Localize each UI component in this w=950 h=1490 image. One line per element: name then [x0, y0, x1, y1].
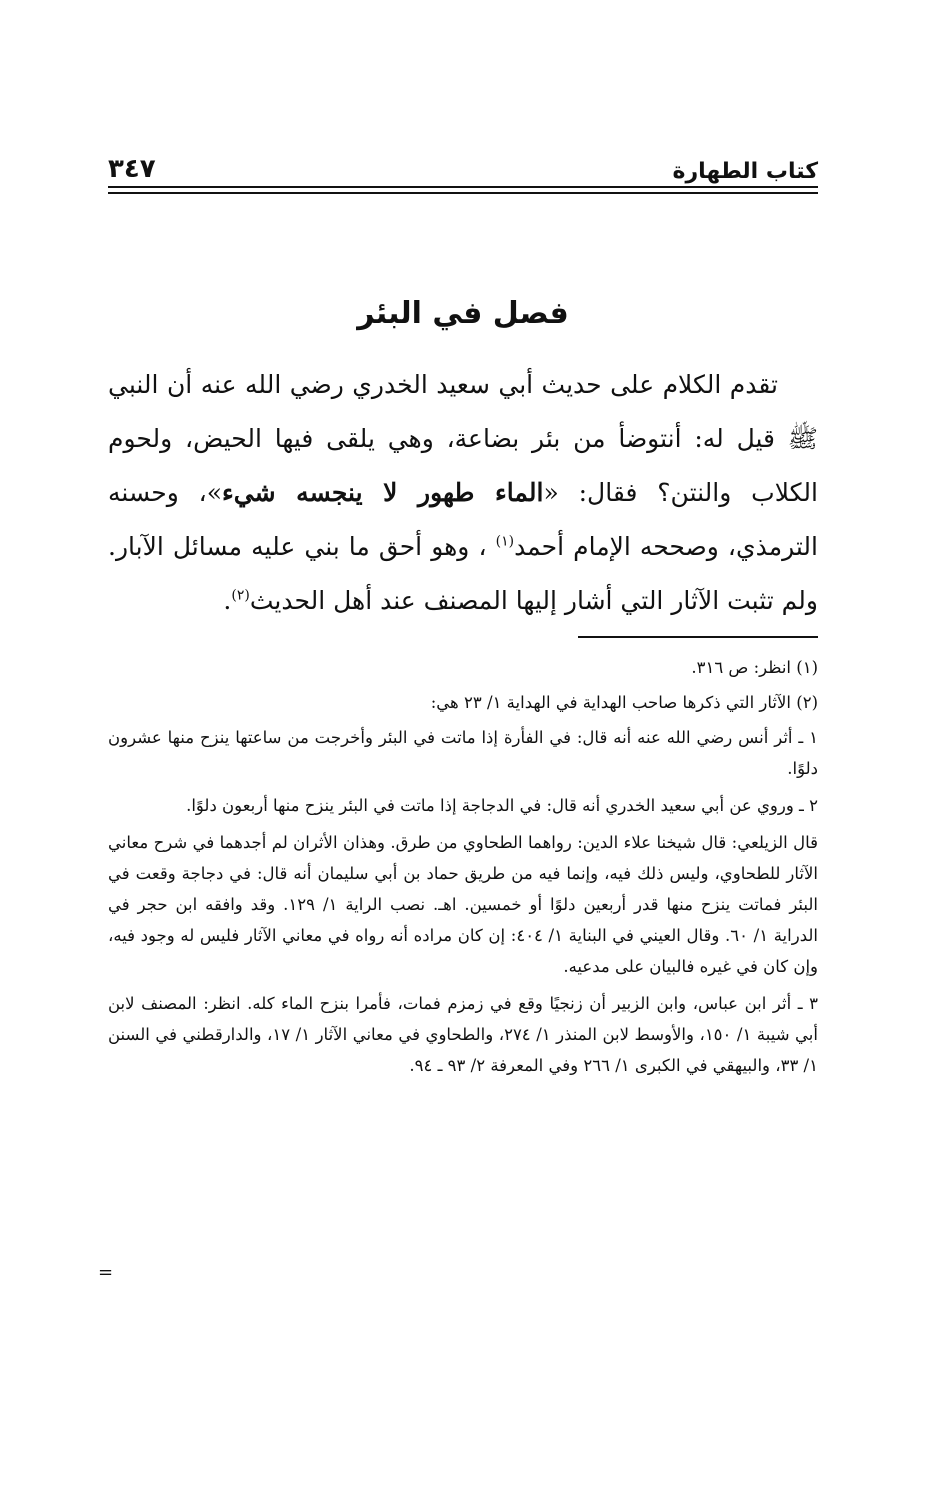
section-title: فصل في البئر — [357, 296, 569, 331]
body-paragraph — [108, 358, 818, 628]
header-double-rule — [108, 186, 818, 196]
footnote-2-item-2: ٢ ـ وروي عن أبي سعيد الخدري أنه قال: في الدجاجة إذا ماتت في البئر ينزح منها أربعون دلوًا. — [186, 796, 818, 815]
hadith-quote: الماء طهور لا ينجسه شيء — [222, 478, 544, 507]
footnote-separator — [578, 636, 818, 638]
footnote-ref-2: (٢) — [231, 587, 250, 604]
footnote-2-zaylai: قال الزيلعي: قال شيخنا علاء الدين: رواهما الطحاوي من طرق. وهذان الأثران لم أجدهما في شرح معاني الآثار للطحاوي، وليس ذلك فيه، وإنما فيه من طريق حماد بن أبي سليمان أنه قال: في دجاجة وقعت في البئر فماتت ينزح منها قدر أربعين دلوًا أو خمسين. اهـ. نصب الراية ١/ ١٢٩. وقد وافقه ابن حجر في الدراية ١/ ٦٠. وقال العيني في البناية ١/ ٤٠٤: إن كان مراده أنه رواه في معاني الآثار فليس له وجود فيه، وإن كان في غيره فالبيان على مدعيه. — [108, 833, 818, 976]
body-text-part-1: تقدم الكلام على حديث أبي سعيد الخدري رضي الله عنه أن النبي ﷺ قيل له: أنتوضأ من بئر بضاعة، وهي يلقى فيها الحيض، ولحوم الكلاب والنتن؟ فقال: « — [108, 370, 818, 507]
body-text-part-3: ، وهو أحق ما بني عليه مسائل الآبار. ولم تثبت الآثار التي أشار إليها المصنف عند أهل الحديث — [108, 532, 818, 615]
body-text-part-4: . — [223, 586, 232, 615]
continuation-mark: = — [98, 1262, 114, 1283]
footnote-2: (٢) الآثار التي ذكرها صاحب الهداية في الهداية ١/ ٢٣ هي: — [430, 693, 818, 712]
footnote-ref-1: (١) — [495, 533, 515, 550]
footnotes — [108, 652, 818, 1087]
body-text-part-2: »، وحسنه الترمذي، وصححه الإمام أحمد — [108, 478, 818, 561]
header-rule-bottom — [108, 192, 818, 194]
footnote-2-item-3: ٣ ـ أثر ابن عباس، وابن الزبير أن زنجيًا وقع في زمزم فمات، فأمرا بنزح الماء كله. انظر: المصنف لابن أبي شيبة ١/ ١٥٠، والأوسط لابن المنذر ١/ ٢٧٤، والطحاوي في معاني الآثار ١/ ١٧، والدارقطني في السنن ١/ ٣٣، والبيهقي في الكبرى ١/ ٢٦٦ وفي المعرفة ٢/ ٩٣ ـ ٩٤. — [108, 994, 818, 1075]
footnote-2-item-1: ١ ـ أثر أنس رضي الله عنه أنه قال: في الفأرة إذا ماتت في البئر وأخرجت من ساعتها ينزح منها عشرون دلوًا. — [108, 728, 818, 778]
page-header — [108, 148, 818, 184]
footnote-1: (١) انظر: ص ٣١٦. — [691, 658, 818, 677]
header-rule-top — [108, 186, 818, 188]
running-title: كتاب الطهارة — [672, 159, 818, 184]
page-number: ٣٤٧ — [108, 154, 156, 184]
